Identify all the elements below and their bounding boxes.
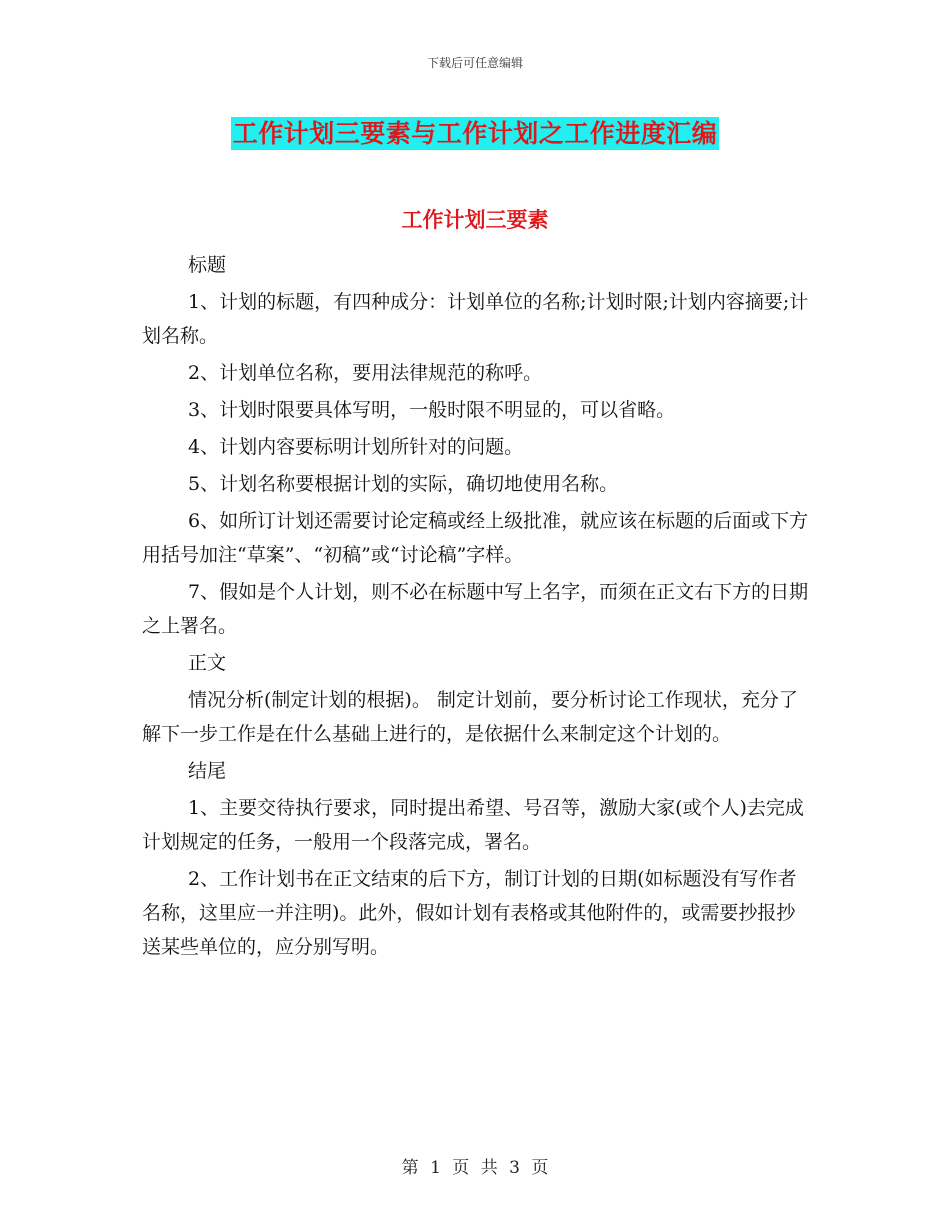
paragraph: 情况分析(制定计划的根据)。 制定计划前，要分析讨论工作现状，充分了解下一步工作是在什么基础上进行的，是依据什么来制定这个计划的。	[142, 689, 798, 745]
subheading-body: 正文	[188, 652, 227, 674]
paragraph: 4、计划内容要标明计划所针对的问题。	[188, 436, 524, 458]
paragraph: 1、主要交待执行要求，同时提出希望、号召等，激励大家(或个人)去完成计划规定的任务，一般用一个段落完成，署名。	[142, 797, 804, 853]
document-title	[0, 114, 950, 150]
section-title: 工作计划三要素	[401, 207, 549, 232]
paragraph: 6、如所订计划还需要讨论定稿或经上级批准，就应该在标题的后面或下方用括号加注“草案”、“初稿”或“讨论稿”字样。	[142, 510, 809, 566]
paragraph: 5、计划名称要根据计划的实际，确切地使用名称。	[188, 473, 619, 495]
page-header-note: 下载后可任意编辑	[426, 56, 523, 70]
paragraph: 7、假如是个人计划，则不必在标题中写上名字，而须在正文右下方的日期之上署名。	[142, 581, 809, 637]
page-number-footer: 第 1 页 共 3 页	[401, 1158, 549, 1178]
document-title-text: 工作计划三要素与工作计划之工作进度汇编	[232, 119, 718, 148]
paragraph: 2、计划单位名称，要用法律规范的称呼。	[188, 362, 543, 384]
paragraph: 3、计划时限要具体写明，一般时限不明显的，可以省略。	[188, 399, 676, 421]
document-body	[142, 248, 812, 967]
paragraph: 2、工作计划书在正文结束的后下方，制订计划的日期(如标题没有写作者名称，这里应一并注明)。此外，假如计划有表格或其他附件的，或需要抄报抄送某些单位的，应分别写明。	[142, 868, 797, 958]
subheading-title: 标题	[188, 254, 227, 276]
subheading-ending: 结尾	[188, 760, 227, 782]
paragraph: 1、计划的标题，有四种成分：计划单位的名称;计划时限;计划内容摘要;计划名称。	[142, 291, 809, 347]
